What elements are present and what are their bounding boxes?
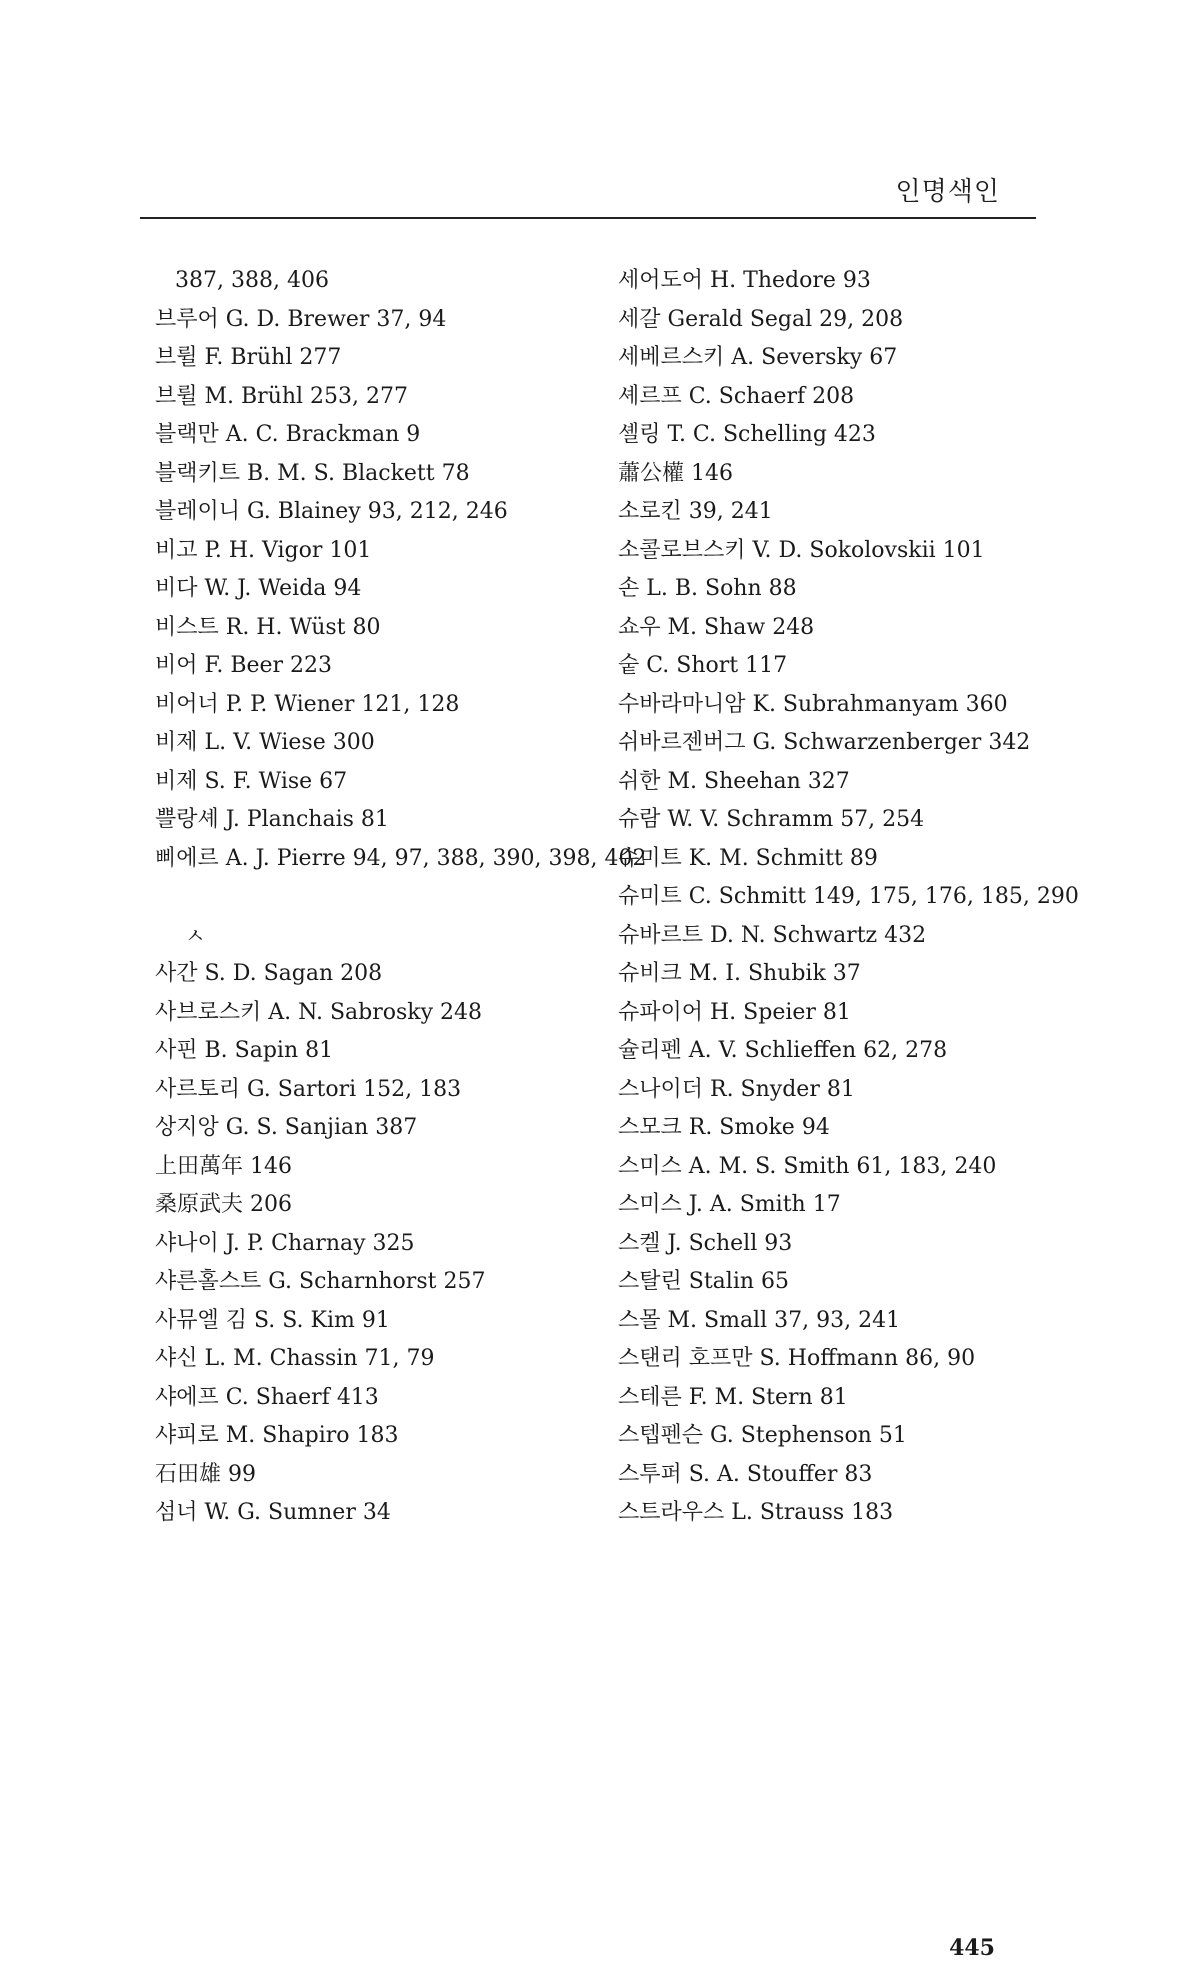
index-entry: 숱 C. Short 117 xyxy=(618,653,788,678)
index-entry: 스투퍼 S. A. Stouffer 83 xyxy=(618,1461,873,1487)
index-entry: 세베르스키 A. Seversky 67 xyxy=(618,345,898,370)
index-column-right xyxy=(618,262,1079,1533)
index-entry: 비스트 R. H. Wüst 80 xyxy=(155,614,381,640)
page-number: 445 xyxy=(949,1935,995,1961)
index-entry: 수바라마니암 K. Subrahmanyam 360 xyxy=(618,691,1008,717)
index-entry: 비어 F. Beer 223 xyxy=(155,653,333,678)
index-entry: 슈람 W. V. Schramm 57, 254 xyxy=(618,807,925,832)
index-entry: 비고 P. H. Vigor 101 xyxy=(155,537,372,563)
index-entry: 사뮤엘 김 S. S. Kim 91 xyxy=(155,1307,390,1333)
index-entry: 손 L. B. Sohn 88 xyxy=(618,576,797,601)
index-entry: 쁠랑셰 J. Planchais 81 xyxy=(155,807,389,832)
index-entry: 비어너 P. P. Wiener 121, 128 xyxy=(155,691,460,717)
index-entry: 쉬한 M. Sheehan 327 xyxy=(618,768,850,794)
index-entry: 상지앙 G. S. Sanjian 387 xyxy=(155,1115,418,1140)
index-entry: 슈바르트 D. N. Schwartz 432 xyxy=(618,922,927,948)
index-entry: 삐에르 A. J. Pierre 94, 97, 388, 390, 398, 402 xyxy=(155,845,647,871)
index-entry: 샤른홀스트 G. Scharnhorst 257 xyxy=(155,1269,486,1294)
section-heading: ㅅ xyxy=(185,923,206,948)
running-header-title: 인명색인 xyxy=(895,177,1000,207)
index-entry: 샤에프 C. Shaerf 413 xyxy=(155,1384,379,1410)
index-entry: 브루어 G. D. Brewer 37, 94 xyxy=(155,306,447,332)
index-entry: 上田萬年 146 xyxy=(155,1153,292,1179)
index-entry: 블랙키트 B. M. S. Blackett 78 xyxy=(155,460,470,486)
index-entry: 비다 W. J. Weida 94 xyxy=(155,576,362,601)
index-entry: 샤신 L. M. Chassin 71, 79 xyxy=(155,1346,435,1371)
index-entry: 쉬바르젠버그 G. Schwarzenberger 342 xyxy=(618,730,1031,755)
index-entry: 비제 S. F. Wise 67 xyxy=(155,768,348,794)
header-rule xyxy=(140,217,1036,219)
index-entry: 소콜로브스키 V. D. Sokolovskii 101 xyxy=(618,537,985,563)
index-entry: 桑原武夫 206 xyxy=(155,1192,292,1217)
index-entry: 스테른 F. M. Stern 81 xyxy=(618,1384,848,1410)
index-entry: 스텝펜슨 G. Stephenson 51 xyxy=(618,1423,907,1448)
section-gap xyxy=(155,878,600,917)
index-entry: 셸링 T. C. Schelling 423 xyxy=(618,422,876,447)
index-entry: 사간 S. D. Sagan 208 xyxy=(155,961,383,986)
index-entry: 스켈 J. Schell 93 xyxy=(618,1230,793,1256)
index-entry: 스미스 J. A. Smith 17 xyxy=(618,1192,841,1217)
index-entry: 브륄 M. Brühl 253, 277 xyxy=(155,383,409,409)
index-entry: 스몰 M. Small 37, 93, 241 xyxy=(618,1307,901,1333)
index-entry: 스트라우스 L. Strauss 183 xyxy=(618,1500,894,1525)
index-entry: 세어도어 H. Thedore 93 xyxy=(618,268,871,293)
index-entry: 石田雄 99 xyxy=(155,1461,256,1487)
index-entry: 蕭公權 146 xyxy=(618,460,733,486)
index-entry: 스탠리 호프만 S. Hoffmann 86, 90 xyxy=(618,1346,976,1371)
index-entry: 슐리펜 A. V. Schlieffen 62, 278 xyxy=(618,1038,948,1063)
index-entry: 쇼우 M. Shaw 248 xyxy=(618,614,815,640)
index-entry: 섬너 W. G. Sumner 34 xyxy=(155,1500,391,1525)
index-entry: 스탈린 Stalin 65 xyxy=(618,1269,790,1294)
index-entry: 블랙만 A. C. Brackman 9 xyxy=(155,422,421,447)
index-entry: 스나이더 R. Snyder 81 xyxy=(618,1076,855,1102)
index-entry: 슈미트 K. M. Schmitt 89 xyxy=(618,845,878,871)
index-entry: 블레이니 G. Blainey 93, 212, 246 xyxy=(155,499,508,524)
index-entry: 사르토리 G. Sartori 152, 183 xyxy=(155,1076,462,1102)
index-entry: 스미스 A. M. S. Smith 61, 183, 240 xyxy=(618,1153,997,1179)
index-entry: 사브로스키 A. N. Sabrosky 248 xyxy=(155,999,483,1025)
index-entry: 비제 L. V. Wiese 300 xyxy=(155,730,375,755)
index-entry: 세갈 Gerald Segal 29, 208 xyxy=(618,306,904,332)
index-entry: 스모크 R. Smoke 94 xyxy=(618,1115,830,1140)
index-entry: 슈파이어 H. Speier 81 xyxy=(618,999,851,1025)
index-entry-continuation: 387, 388, 406 xyxy=(175,268,329,293)
index-column-left xyxy=(155,262,647,1533)
index-entry: 소로킨 39, 241 xyxy=(618,499,773,524)
index-entry: 샤피로 M. Shapiro 183 xyxy=(155,1423,399,1448)
index-entry: 브륄 F. Brühl 277 xyxy=(155,345,342,370)
index-entry: 셰르프 C. Schaerf 208 xyxy=(618,383,855,409)
index-entry: 슈비크 M. I. Shubik 37 xyxy=(618,961,861,986)
index-entry: 샤나이 J. P. Charnay 325 xyxy=(155,1230,415,1256)
index-entry: 슈미트 C. Schmitt 149, 175, 176, 185, 290 xyxy=(618,884,1079,909)
index-entry: 사핀 B. Sapin 81 xyxy=(155,1038,334,1063)
